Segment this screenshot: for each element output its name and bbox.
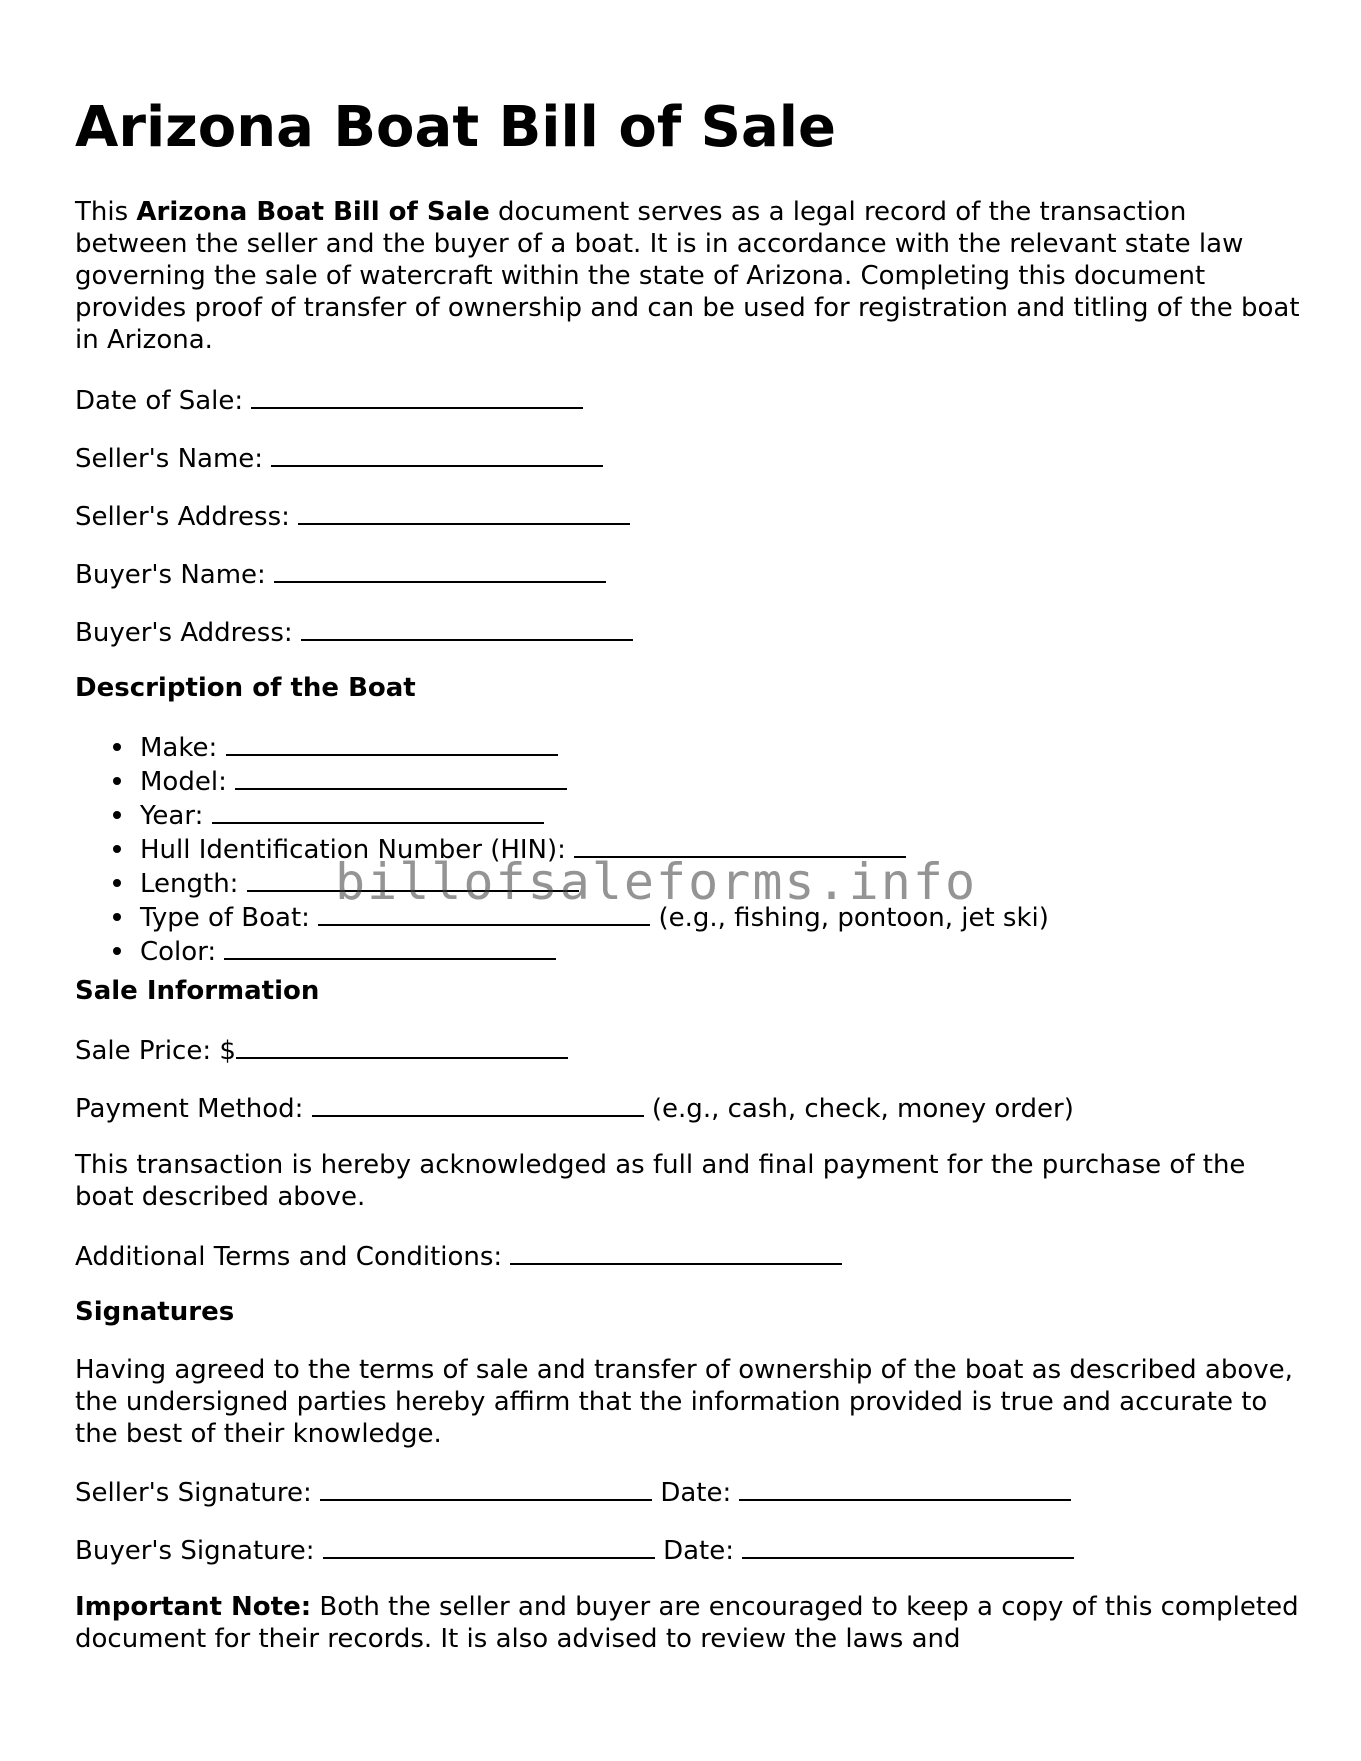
buyer-signature-label: Buyer's Signature:: [75, 1536, 315, 1566]
boat-description-heading: Description of the Boat: [75, 673, 416, 703]
list-item: [75, 832, 1049, 866]
document-title: Arizona Boat Bill of Sale: [75, 95, 836, 160]
year-field[interactable]: [212, 798, 544, 824]
date-of-sale-field[interactable]: [251, 383, 583, 409]
length-field[interactable]: [247, 866, 579, 892]
hin-label: Hull Identification Number (HIN):: [140, 835, 566, 865]
model-field[interactable]: [235, 764, 567, 790]
type-field[interactable]: [318, 900, 650, 926]
additional-terms-line: [75, 1239, 842, 1273]
intro-bold: Arizona Boat Bill of Sale: [136, 197, 490, 227]
list-item: [75, 900, 1049, 934]
buyer-name-line: [75, 557, 606, 591]
seller-name-field[interactable]: [271, 441, 603, 467]
seller-address-field[interactable]: [298, 499, 630, 525]
seller-address-label: Seller's Address:: [75, 502, 290, 532]
buyer-address-line: [75, 615, 633, 649]
type-label: Type of Boat:: [140, 903, 310, 933]
seller-signature-line: [75, 1475, 1071, 1509]
length-label: Length:: [140, 869, 239, 899]
seller-name-label: Seller's Name:: [75, 444, 264, 474]
type-hint: (e.g., fishing, pontoon, jet ski): [658, 903, 1049, 933]
sale-price-field[interactable]: [236, 1033, 568, 1059]
make-field[interactable]: [226, 730, 558, 756]
seller-signature-field[interactable]: [320, 1475, 652, 1501]
sale-information-heading: Sale Information: [75, 976, 320, 1006]
intro-paragraph: [75, 196, 1305, 356]
payment-method-field[interactable]: [312, 1091, 644, 1117]
acknowledgement-paragraph: This transaction is hereby acknowledged as full and final payment for the purchase of the boat described above.: [75, 1150, 1246, 1212]
buyer-signature-line: [75, 1533, 1074, 1567]
model-label: Model:: [140, 767, 227, 797]
payment-method-line: [75, 1091, 1074, 1125]
hin-field[interactable]: [574, 832, 906, 858]
sale-price-line: [75, 1033, 568, 1067]
watermark: billofsaleforms.info: [335, 853, 978, 911]
year-label: Year:: [140, 801, 204, 831]
seller-name-line: [75, 441, 603, 475]
buyer-name-label: Buyer's Name:: [75, 560, 266, 590]
buyer-address-field[interactable]: [301, 615, 633, 641]
list-item: [75, 730, 1049, 764]
list-item: [75, 866, 1049, 900]
important-note-label: Important Note:: [75, 1592, 312, 1622]
buyer-address-label: Buyer's Address:: [75, 618, 293, 648]
signatures-paragraph: Having agreed to the terms of sale and transfer of ownership of the boat as described above, the undersigned parties hereby affirm that the information provided is true and accurate to the best of their knowledge.: [75, 1355, 1293, 1449]
list-item: [75, 764, 1049, 798]
color-label: Color:: [140, 937, 217, 967]
seller-address-line: [75, 499, 630, 533]
boat-details-list: [75, 730, 1049, 968]
seller-date-field[interactable]: [739, 1475, 1071, 1501]
buyer-date-field[interactable]: [742, 1533, 1074, 1559]
buyer-name-field[interactable]: [274, 557, 606, 583]
payment-method-label: Payment Method:: [75, 1094, 304, 1124]
additional-terms-field[interactable]: [510, 1239, 842, 1265]
intro-prefix: This: [75, 197, 137, 227]
color-field[interactable]: [224, 934, 556, 960]
sale-price-label: Sale Price: $: [75, 1036, 236, 1066]
important-note: [75, 1591, 1305, 1655]
buyer-signature-field[interactable]: [323, 1533, 655, 1559]
signatures-heading: Signatures: [75, 1297, 235, 1327]
list-item: [75, 798, 1049, 832]
seller-signature-label: Seller's Signature:: [75, 1478, 312, 1508]
seller-date-label: Date:: [660, 1478, 732, 1508]
important-note-text: Both the seller and buyer are encouraged to keep a copy of this completed document for their records. It is also advised to review the laws and: [75, 1592, 1299, 1654]
additional-terms-label: Additional Terms and Conditions:: [75, 1242, 503, 1272]
intro-rest: document serves as a legal record of the transaction between the seller and the buyer of a boat. It is in accordance with the relevant state law governing the sale of watercraft within the state of Arizona. Completing this document provides proof of transfer of ownership and can be used for registration and titling of the boat in Arizona.: [75, 197, 1300, 355]
make-label: Make:: [140, 733, 218, 763]
date-of-sale-label: Date of Sale:: [75, 386, 244, 416]
buyer-date-label: Date:: [663, 1536, 734, 1566]
payment-method-hint: (e.g., cash, check, money order): [651, 1094, 1074, 1124]
list-item: [75, 934, 1049, 968]
date-of-sale-line: [75, 383, 583, 417]
